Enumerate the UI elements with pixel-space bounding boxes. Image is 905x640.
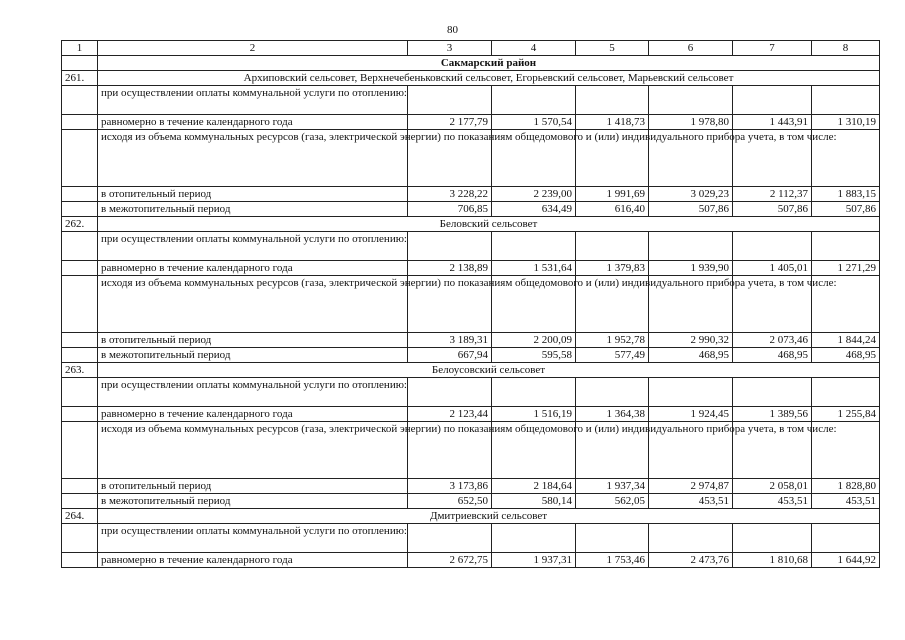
- nonheating-label: в межотопительный период: [98, 348, 408, 363]
- value-cell: 453,51: [812, 494, 880, 509]
- tariff-table: [61, 40, 880, 568]
- row-index-blank: [62, 479, 98, 494]
- empty-cell: [576, 524, 649, 553]
- value-cell: 1 937,34: [576, 479, 649, 494]
- intro-label: при осуществлении оплаты коммунальной услуги по отоплению:: [98, 232, 408, 261]
- section-header-row: [62, 217, 880, 232]
- value-cell: 2 123,44: [408, 407, 492, 422]
- value-cell: 3 189,31: [408, 333, 492, 348]
- value-cell: 2 138,89: [408, 261, 492, 276]
- empty-cell: [649, 232, 733, 261]
- value-cell: 1 531,64: [492, 261, 576, 276]
- even-label: равномерно в течение календарного года: [98, 553, 408, 568]
- section-name: Белоусовский сельсовет: [98, 363, 880, 378]
- volume-row: [62, 422, 880, 479]
- even-row: [62, 407, 880, 422]
- value-cell: 1 389,56: [733, 407, 812, 422]
- column-header: 2: [98, 41, 408, 56]
- intro-row: [62, 232, 880, 261]
- value-cell: 1 844,24: [812, 333, 880, 348]
- empty-cell: [649, 524, 733, 553]
- value-cell: 3 228,22: [408, 187, 492, 202]
- volume-label: исходя из объема коммунальных ресурсов (газа, электрической энергии) по показаниям общедомового и (или) индивидуального прибора учета, в том числе:: [98, 422, 408, 479]
- row-index-blank: [62, 348, 98, 363]
- empty-cell: [733, 86, 812, 115]
- empty-cell: [812, 378, 880, 407]
- nonheating-label: в межотопительный период: [98, 202, 408, 217]
- value-cell: 1 924,45: [649, 407, 733, 422]
- row-index-blank: [62, 494, 98, 509]
- intro-row: [62, 86, 880, 115]
- empty-cell: [812, 86, 880, 115]
- value-cell: 562,05: [576, 494, 649, 509]
- intro-label: при осуществлении оплаты коммунальной услуги по отоплению:: [98, 524, 408, 553]
- even-row: [62, 553, 880, 568]
- page-number: 80: [447, 24, 458, 36]
- row-index-blank: [62, 187, 98, 202]
- column-header: 5: [576, 41, 649, 56]
- value-cell: 1 405,01: [733, 261, 812, 276]
- district-row: [62, 56, 880, 71]
- row-index-blank: [62, 422, 98, 479]
- header-row: [62, 41, 880, 56]
- empty-cell: [733, 232, 812, 261]
- column-header: 1: [62, 41, 98, 56]
- heating-row: [62, 333, 880, 348]
- intro-row: [62, 378, 880, 407]
- value-cell: 577,49: [576, 348, 649, 363]
- value-cell: 2 990,32: [649, 333, 733, 348]
- empty-cell: [408, 378, 492, 407]
- value-cell: 1 418,73: [576, 115, 649, 130]
- value-cell: 1 810,68: [733, 553, 812, 568]
- section-number: 261.: [62, 71, 98, 86]
- value-cell: 2 473,76: [649, 553, 733, 568]
- intro-row: [62, 524, 880, 553]
- value-cell: 2 239,00: [492, 187, 576, 202]
- empty-cell: [733, 378, 812, 407]
- row-index-blank: [62, 378, 98, 407]
- intro-label: при осуществлении оплаты коммунальной услуги по отоплению:: [98, 378, 408, 407]
- value-cell: 1 255,84: [812, 407, 880, 422]
- empty-cell: [492, 232, 576, 261]
- volume-label: исходя из объема коммунальных ресурсов (газа, электрической энергии) по показаниям общедомового и (или) индивидуального прибора учета, в том числе:: [98, 276, 408, 333]
- volume-label: исходя из объема коммунальных ресурсов (газа, электрической энергии) по показаниям общедомового и (или) индивидуального прибора учета, в том числе:: [98, 130, 408, 187]
- value-cell: 507,86: [649, 202, 733, 217]
- value-cell: 453,51: [649, 494, 733, 509]
- nonheating-label: в межотопительный период: [98, 494, 408, 509]
- row-index-blank: [62, 115, 98, 130]
- empty-cell: [649, 86, 733, 115]
- section-name: Беловский сельсовет: [98, 217, 880, 232]
- value-cell: 1 937,31: [492, 553, 576, 568]
- heating-row: [62, 187, 880, 202]
- value-cell: 1 991,69: [576, 187, 649, 202]
- value-cell: 1 952,78: [576, 333, 649, 348]
- empty-cell: [733, 524, 812, 553]
- value-cell: 1 516,19: [492, 407, 576, 422]
- volume-row: [62, 130, 880, 187]
- intro-label: при осуществлении оплаты коммунальной услуги по отоплению:: [98, 86, 408, 115]
- value-cell: 1 379,83: [576, 261, 649, 276]
- row-index-blank: [62, 333, 98, 348]
- value-cell: 507,86: [733, 202, 812, 217]
- column-header: 6: [649, 41, 733, 56]
- heating-row: [62, 479, 880, 494]
- heating-label: в отопительный период: [98, 479, 408, 494]
- value-cell: 1 271,29: [812, 261, 880, 276]
- value-cell: 595,58: [492, 348, 576, 363]
- value-cell: 2 672,75: [408, 553, 492, 568]
- value-cell: 2 073,46: [733, 333, 812, 348]
- value-cell: 652,50: [408, 494, 492, 509]
- even-label: равномерно в течение календарного года: [98, 407, 408, 422]
- value-cell: 616,40: [576, 202, 649, 217]
- value-cell: 667,94: [408, 348, 492, 363]
- value-cell: 1 364,38: [576, 407, 649, 422]
- section-number: 262.: [62, 217, 98, 232]
- column-header: 8: [812, 41, 880, 56]
- value-cell: 1 883,15: [812, 187, 880, 202]
- empty-cell: [492, 86, 576, 115]
- value-cell: 2 177,79: [408, 115, 492, 130]
- empty-cell: [492, 378, 576, 407]
- nonheating-row: [62, 348, 880, 363]
- district-title: Сакмарский район: [98, 56, 880, 71]
- column-header: 7: [733, 41, 812, 56]
- row-index-blank: [62, 130, 98, 187]
- value-cell: 1 644,92: [812, 553, 880, 568]
- even-label: равномерно в течение календарного года: [98, 261, 408, 276]
- empty-cell: [649, 378, 733, 407]
- value-cell: 706,85: [408, 202, 492, 217]
- row-index-blank: [62, 232, 98, 261]
- value-cell: 468,95: [649, 348, 733, 363]
- empty-cell: [576, 378, 649, 407]
- row-index-blank: [62, 524, 98, 553]
- volume-row: [62, 276, 880, 333]
- column-header: 4: [492, 41, 576, 56]
- row-index-blank: [62, 86, 98, 115]
- district-blank: [62, 56, 98, 71]
- even-row: [62, 115, 880, 130]
- value-cell: 580,14: [492, 494, 576, 509]
- empty-cell: [576, 86, 649, 115]
- section-name: Архиповский сельсовет, Верхнечебеньковский сельсовет, Егорьевский сельсовет, Марьевский сельсовет: [98, 71, 880, 86]
- empty-cell: [408, 86, 492, 115]
- section-name: Дмитриевский сельсовет: [98, 509, 880, 524]
- value-cell: 1 939,90: [649, 261, 733, 276]
- value-cell: 2 112,37: [733, 187, 812, 202]
- section-header-row: [62, 71, 880, 86]
- value-cell: 2 974,87: [649, 479, 733, 494]
- section-header-row: [62, 363, 880, 378]
- empty-cell: [492, 524, 576, 553]
- value-cell: 3 173,86: [408, 479, 492, 494]
- section-number: 264.: [62, 509, 98, 524]
- value-cell: 468,95: [812, 348, 880, 363]
- value-cell: 634,49: [492, 202, 576, 217]
- heating-label: в отопительный период: [98, 333, 408, 348]
- heating-label: в отопительный период: [98, 187, 408, 202]
- row-index-blank: [62, 202, 98, 217]
- value-cell: 3 029,23: [649, 187, 733, 202]
- column-header: 3: [408, 41, 492, 56]
- row-index-blank: [62, 553, 98, 568]
- value-cell: 507,86: [812, 202, 880, 217]
- value-cell: 2 200,09: [492, 333, 576, 348]
- value-cell: 1 310,19: [812, 115, 880, 130]
- even-label: равномерно в течение календарного года: [98, 115, 408, 130]
- value-cell: 2 184,64: [492, 479, 576, 494]
- empty-cell: [408, 524, 492, 553]
- value-cell: 468,95: [733, 348, 812, 363]
- value-cell: 1 753,46: [576, 553, 649, 568]
- row-index-blank: [62, 276, 98, 333]
- even-row: [62, 261, 880, 276]
- value-cell: 1 828,80: [812, 479, 880, 494]
- nonheating-row: [62, 494, 880, 509]
- row-index-blank: [62, 261, 98, 276]
- empty-cell: [812, 524, 880, 553]
- section-number: 263.: [62, 363, 98, 378]
- value-cell: 2 058,01: [733, 479, 812, 494]
- empty-cell: [812, 232, 880, 261]
- value-cell: 1 443,91: [733, 115, 812, 130]
- empty-cell: [408, 232, 492, 261]
- value-cell: 453,51: [733, 494, 812, 509]
- row-index-blank: [62, 407, 98, 422]
- section-header-row: [62, 509, 880, 524]
- value-cell: 1 978,80: [649, 115, 733, 130]
- value-cell: 1 570,54: [492, 115, 576, 130]
- nonheating-row: [62, 202, 880, 217]
- empty-cell: [576, 232, 649, 261]
